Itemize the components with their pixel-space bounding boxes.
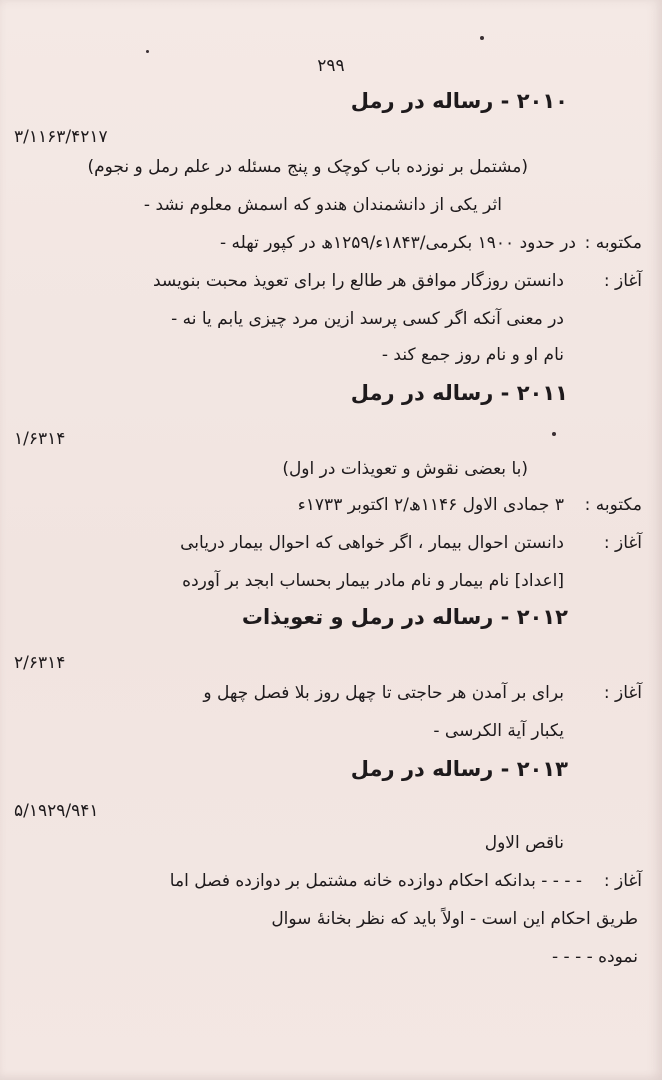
ink-speck (146, 50, 149, 53)
label-aghaz: آغاز : (603, 271, 642, 291)
entry-incipit: دانستن احوال بیمار ، اگر خواهی که احوال بیمار دریابی (180, 533, 564, 553)
label-maktuba: مکتوبه : (584, 233, 642, 253)
shelf-number: ۲/۶۳۱۴ (14, 653, 66, 673)
label-maktuba: مکتوبه : (584, 495, 642, 515)
entry-incipit: در معنی آنکه اگر کسی پرسد ازین مرد چیزی یابم یا نه - (171, 309, 564, 329)
shelf-number: ۵/۱۹۲۹/۹۴۱ (14, 801, 99, 821)
entry-heading: ۲۰۱۱ - رساله در رمل (350, 381, 568, 405)
entry-incipit: نام او و نام روز جمع کند - (381, 345, 564, 365)
shelf-number: ۱/۶۳۱۴ (14, 429, 66, 449)
entry-incipit: نموده - - - - (552, 947, 638, 967)
entry-heading: ۲۰۱۲ - رساله در رمل و تعویذات (241, 605, 568, 629)
entry-date: ۳ جمادی الاول ۱۱۴۶ھ/۲ اکتوبر ۱۷۳۳ء (297, 495, 564, 515)
entry-incipit: برای بر آمدن هر حاجتی تا چهل روز بلا فصل چهل و (203, 683, 564, 703)
label-aghaz: آغاز : (603, 871, 642, 891)
entry-description: (با بعضی نقوش و تعویذات در اول) (282, 459, 528, 479)
entry-heading: ۲۰۱۰ - رساله در رمل (350, 89, 568, 113)
entry-note: ناقص الاول (484, 833, 564, 853)
ink-speck (480, 36, 484, 40)
entry-incipit: طریق احکام این است - اولاً باید که نظر بخانهٔ سوال (271, 909, 638, 929)
label-aghaz: آغاز : (603, 683, 642, 703)
entry-description: (مشتمل بر نوزده باب کوچک و پنج مسئله در علم رمل و نجوم) (87, 157, 528, 177)
page-number: ۲۹۹ (317, 56, 345, 76)
entry-incipit: یکبار آیة الکرسی - (433, 721, 564, 741)
entry-author: اثر یکی از دانشمندان هندو که اسمش معلوم نشد - (143, 195, 502, 215)
shelf-number: ۳/۱۱۶۳/۴۲۱۷ (14, 127, 108, 147)
entry-date: در حدود ۱۹۰۰ بکرمی/۱۸۴۳ء/۱۲۵۹ھ در کپور تهله - (220, 233, 576, 253)
entry-heading: ۲۰۱۳ - رساله در رمل (350, 757, 568, 781)
label-aghaz: آغاز : (603, 533, 642, 553)
ink-speck (552, 432, 556, 436)
entry-incipit: دانستن روزگار موافق هر طالع را برای تعویذ محبت بنویسد (152, 271, 564, 291)
entry-incipit: [اعداد] نام بیمار و نام مادر بیمار بحساب ابجد بر آورده (182, 571, 564, 591)
entry-incipit: - - - - بدانکه احکام دوازده خانه مشتمل بر دوازده فصل اما (169, 871, 582, 891)
